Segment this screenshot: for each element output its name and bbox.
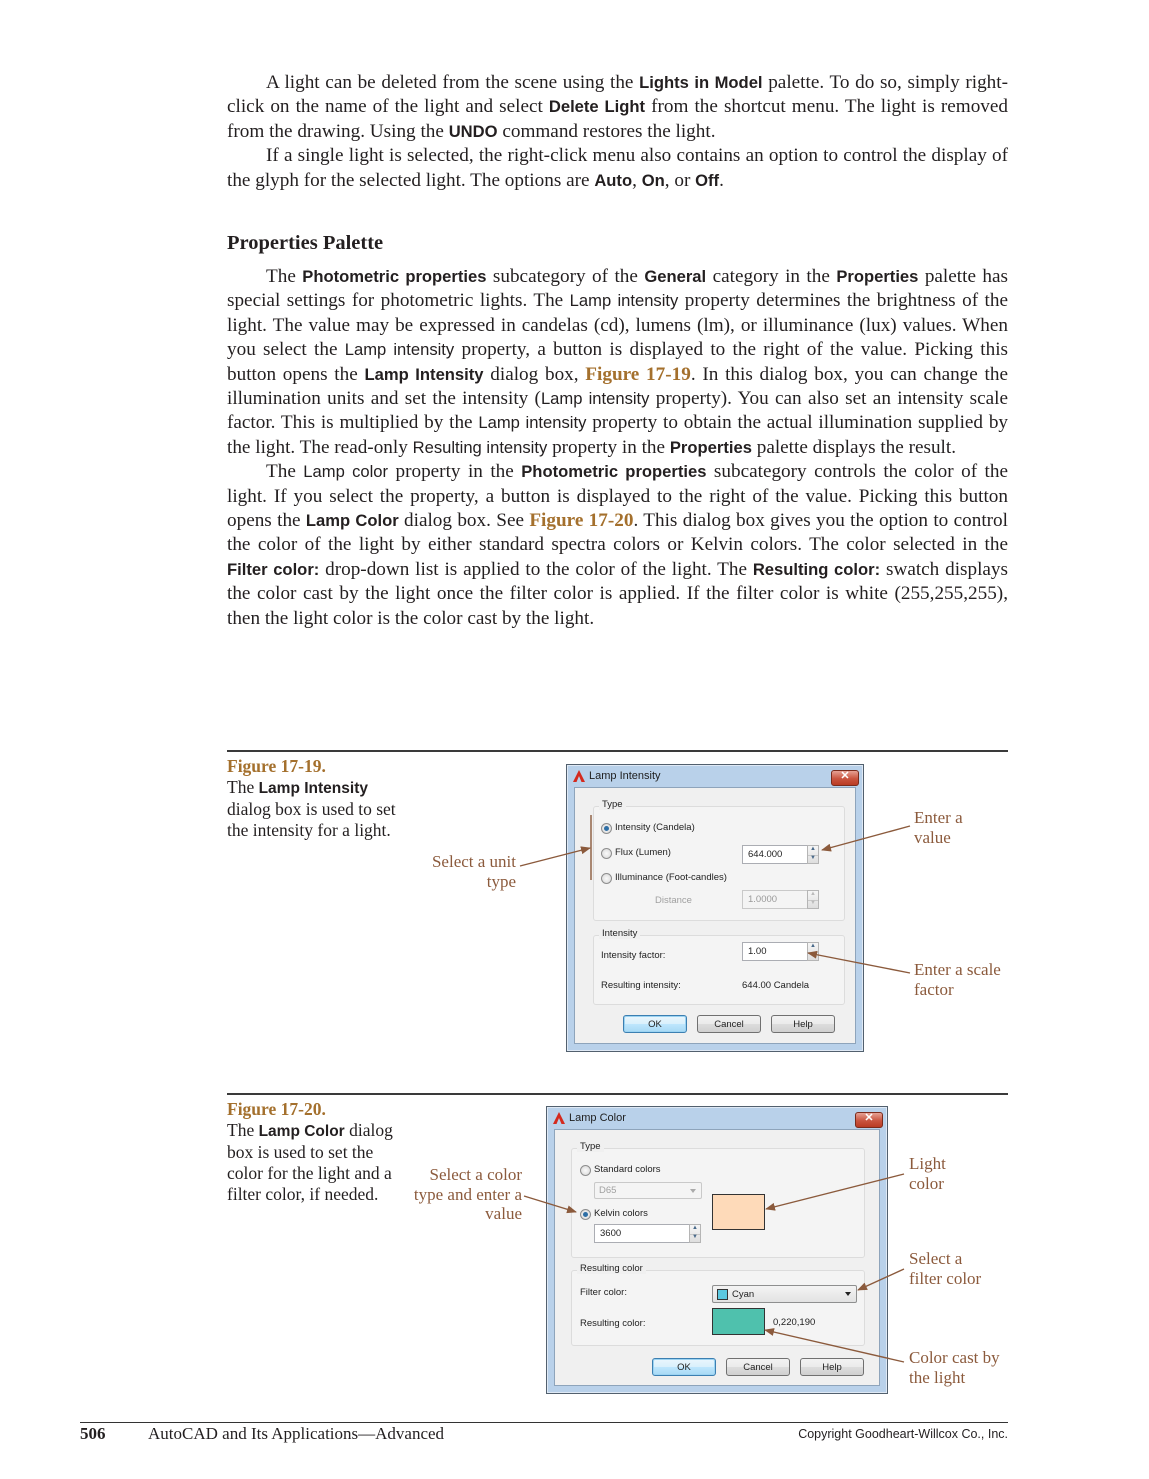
lamp-intensity-dialog	[566, 764, 864, 1052]
chevron-down-icon	[845, 1292, 851, 1296]
spin-up-icon[interactable]: ▲	[808, 891, 818, 901]
callout-select-color-type: Select a color type and enter a value	[413, 1165, 522, 1223]
figure-17-19-label: Figure 17-19.	[227, 756, 326, 776]
ok-button[interactable]: OK	[652, 1358, 716, 1376]
radio-intensity-candela[interactable]	[601, 823, 612, 834]
spin-up-icon[interactable]: ▲	[808, 846, 818, 856]
label-resulting-intensity: Resulting intensity:	[601, 980, 681, 991]
spin-down-icon[interactable]: ▼	[810, 899, 816, 906]
distance-spinner[interactable]	[807, 890, 819, 909]
radio-standard-colors[interactable]	[580, 1165, 591, 1176]
intensity-value-spinner[interactable]	[807, 845, 819, 864]
standard-colors-dropdown[interactable]: D65	[594, 1182, 702, 1199]
radio-illuminance[interactable]	[601, 873, 612, 884]
intensity-factor-spinner[interactable]	[807, 942, 819, 961]
close-icon: ✕	[864, 1112, 874, 1124]
resulting-color-swatch	[712, 1308, 765, 1335]
cancel-button[interactable]: Cancel	[697, 1015, 761, 1033]
radio-flux-lumen[interactable]	[601, 848, 612, 859]
radio-kelvin-colors[interactable]	[580, 1209, 591, 1220]
cyan-swatch-icon	[717, 1289, 728, 1300]
figure-reference-17-19[interactable]: Figure 17-19	[585, 363, 691, 385]
ok-button[interactable]: OK	[623, 1015, 687, 1033]
spin-down-icon[interactable]: ▼	[810, 854, 816, 861]
distance-input[interactable]: 1.0000	[742, 890, 810, 909]
callout-enter-scale-factor: Enter a scale factor	[914, 960, 1001, 999]
term-lights-in-model: Lights in Model	[639, 73, 763, 92]
type-group: Type	[593, 806, 845, 921]
dialog-title-bar	[553, 1112, 626, 1124]
callout-color-cast: Color cast by the light	[909, 1348, 1000, 1387]
body-text-top	[227, 71, 1008, 193]
dialog-body	[574, 787, 856, 1044]
figure-17-20-rule	[227, 1093, 1008, 1095]
label-kelvin-colors: Kelvin colors	[594, 1208, 648, 1219]
paragraph-glyph-display: If a single light is selected, the right-click menu also contains an option to control the display of the glyph for the selected light. The options are Auto, On, or Off.	[227, 145, 1008, 191]
callout-select-unit-type: Select a unit type	[431, 852, 516, 891]
figure-17-20-label: Figure 17-20.	[227, 1099, 326, 1119]
intensity-group: Intensity	[593, 935, 845, 1005]
page-number: 506	[80, 1424, 106, 1443]
dialog-body	[554, 1129, 880, 1386]
resulting-color-rgb: 0,220,190	[773, 1317, 816, 1328]
label-resulting-color: Resulting color:	[580, 1318, 646, 1329]
callout-select-filter-color: Select a filter color	[909, 1249, 982, 1288]
label-illuminance: Illuminance (Foot-candles)	[615, 872, 727, 883]
spin-up-icon[interactable]: ▲	[808, 943, 818, 953]
filter-color-dropdown[interactable]: Cyan	[712, 1285, 857, 1303]
intensity-value-input[interactable]: 644.000	[742, 845, 810, 864]
intensity-factor-input[interactable]: 1.00	[742, 942, 810, 961]
help-button[interactable]: Help	[800, 1358, 864, 1376]
footer-rule	[80, 1422, 1008, 1423]
lamp-color-dialog	[546, 1106, 888, 1394]
label-distance: Distance	[655, 895, 692, 906]
paragraph-photometric-properties: The Photometric properties subcategory of the General category in the Properties palette has special settings for photometric lights. The Lamp intensity property determines the brightness of the light. The value may be expressed in candelas (cd), lumens (lm), or illuminance (lux) values. When you select the Lamp intensity property, a button is displayed to the right of the value. Picking this button opens the Lamp Intensity dialog box, Figure 17-19. In this dialog box, you can change the illumination units and set the intensity (Lamp intensity property). You can also set an intensity scale factor. This is multiplied by the Lamp intensity property to obtain the actual illumination supplied by the light. The read-only Resulting intensity property in the Properties palette displays the result.	[227, 266, 1009, 458]
label-filter-color: Filter color:	[580, 1287, 627, 1298]
dialog-title-bar	[573, 770, 661, 782]
type-group: Type	[571, 1148, 865, 1258]
paragraph-lamp-color: The Lamp color property in the Photometric properties subcategory controls the color of the light. If you select the property, a button is displayed to the right of the value. Picking this button opens the Lamp Color dialog box. See Figure 17-20. This dialog box gives you the option to control the color of the light by either standard spectra colors or Kelvin colors. The color selected in the Filter color: drop-down list is applied to the color of the light. The Resulting color: swatch displays the color cast by the light once the filter color is applied. If the filter color is white (255,255,255), then the light color is the color cast by the light.	[227, 461, 1008, 629]
figure-17-20-caption: Figure 17-20. The Lamp Color dialog box is used to set the color for the light and a filter color, if needed.	[227, 1099, 407, 1205]
body-text-properties	[227, 265, 1008, 631]
help-button[interactable]: Help	[771, 1015, 835, 1033]
label-intensity-factor: Intensity factor:	[601, 950, 666, 961]
spin-down-icon[interactable]: ▼	[810, 951, 816, 958]
label-standard-colors: Standard colors	[594, 1164, 661, 1175]
term-undo: UNDO	[448, 121, 498, 141]
kelvin-value-spinner[interactable]	[689, 1224, 701, 1243]
label-flux-lumen: Flux (Lumen)	[615, 847, 671, 858]
close-button[interactable]	[831, 770, 859, 786]
figure-reference-17-20[interactable]: Figure 17-20	[529, 510, 634, 532]
spin-up-icon[interactable]: ▲	[690, 1225, 700, 1235]
cancel-button[interactable]: Cancel	[726, 1358, 790, 1376]
dialog-title: Lamp Intensity	[589, 770, 661, 782]
autocad-logo-icon	[573, 770, 585, 782]
close-button[interactable]	[855, 1112, 883, 1128]
label-intensity-candela: Intensity (Candela)	[615, 822, 695, 833]
kelvin-value-input[interactable]: 3600	[594, 1224, 690, 1243]
paragraph-delete-light: A light can be deleted from the scene using the Lights in Model palette. To do so, simply right-click on the name of the light and select Delete Light from the shortcut menu. The light is removed from the drawing. Using the UNDO command restores the light.	[227, 72, 1008, 142]
chevron-down-icon	[690, 1189, 696, 1193]
callout-light-color: Light color	[909, 1154, 946, 1193]
book-title: AutoCAD and Its Applications—Advanced	[148, 1424, 445, 1443]
term-delete-light: Delete Light	[548, 97, 646, 117]
resulting-color-group: Resulting color	[571, 1270, 865, 1346]
resulting-intensity-value: 644.00 Candela	[742, 980, 810, 991]
close-icon: ✕	[840, 770, 850, 782]
spin-down-icon[interactable]: ▼	[692, 1233, 698, 1240]
section-heading: Properties Palette	[227, 232, 384, 254]
autocad-logo-icon	[553, 1112, 565, 1124]
figure-17-19-caption: Figure 17-19. The Lamp Intensity dialog box is used to set the intensity for a light.	[227, 756, 407, 841]
copyright: Copyright Goodheart-Willcox Co., Inc.	[798, 1427, 1008, 1441]
figure-17-19-rule	[227, 750, 1008, 752]
dialog-title: Lamp Color	[569, 1112, 626, 1124]
light-color-swatch[interactable]	[712, 1194, 765, 1230]
callout-enter-value: Enter a value	[914, 808, 963, 847]
